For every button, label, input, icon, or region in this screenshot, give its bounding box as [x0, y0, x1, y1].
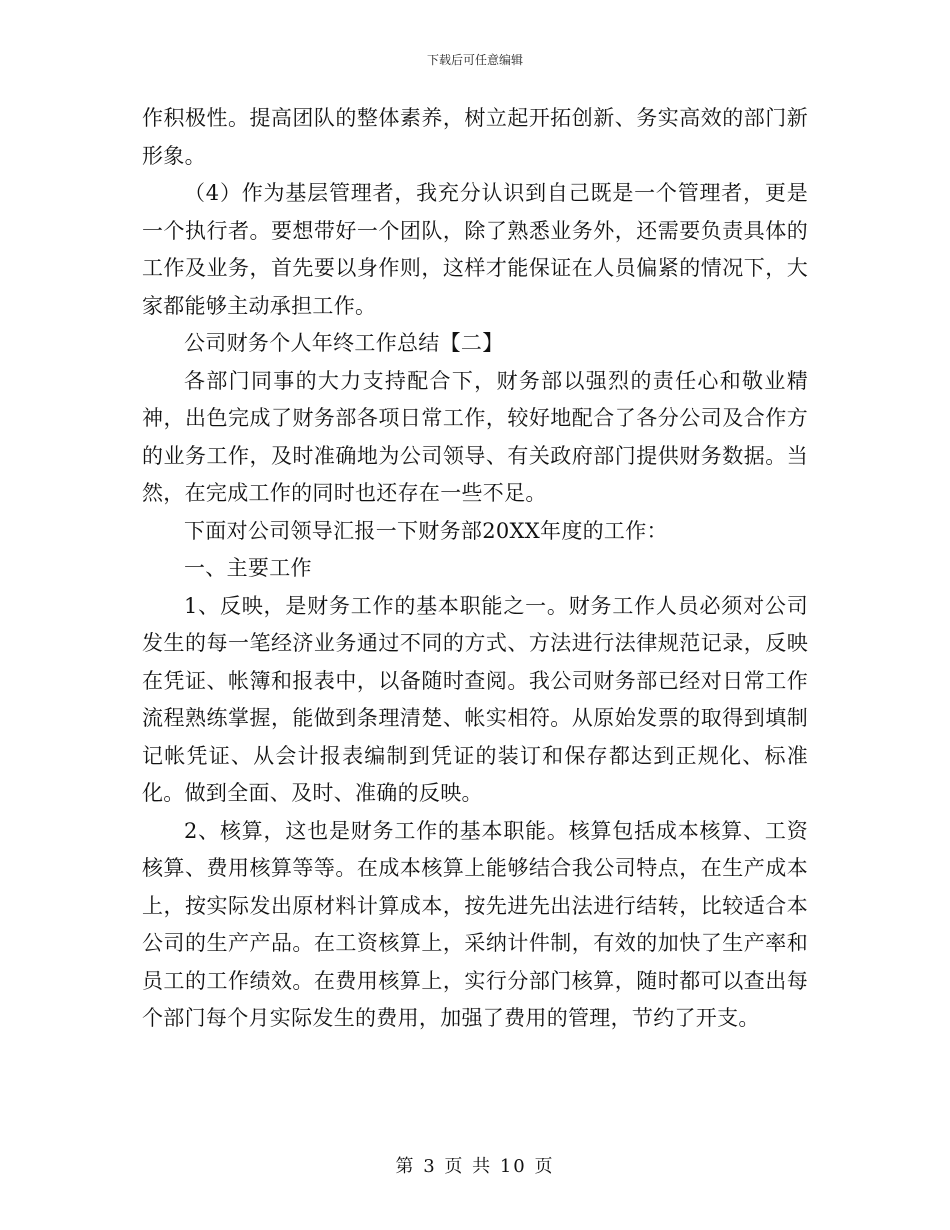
- paragraph-item-2: 2、核算，这也是财务工作的基本职能。核算包括成本核算、工资核算、费用核算等等。在成本核算上能够结合我公司特点，在生产成本上，按实际发出原材料计算成本，按先进先出法进行结转，比较适合本公司的生产产品。在工资核算上，采纳计件制，有效的加快了生产率和员工的工作绩效。在费用核算上，实行分部门核算，随时都可以查出每个部门每个月实际发生的费用，加强了费用的管理，节约了开支。: [142, 818, 808, 1030]
- page-number: 第 3 页 共 10 页: [395, 1156, 555, 1177]
- document-body: [142, 100, 808, 1038]
- page-header: 下载后可任意编辑: [426, 53, 523, 67]
- paragraph-point-4: （4）作为基层管理者，我充分认识到自己既是一个管理者，更是一个执行者。要想带好一个团队，除了熟悉业务外，还需要负责具体的工作及业务，首先要以身作则，这样才能保证在人员偏紧的情况下，大家都能够主动承担工作。: [142, 181, 808, 318]
- paragraph-report-lead: 下面对公司领导汇报一下财务部20XX年度的工作：: [184, 518, 668, 543]
- paragraph-intro: 各部门同事的大力支持配合下，财务部以强烈的责任心和敬业精神，出色完成了财务部各项日常工作，较好地配合了各分公司及合作方的业务工作，及时准确地为公司领导、有关政府部门提供财务数据。当然，在完成工作的同时也还存在一些不足。: [142, 368, 808, 505]
- section-heading-2: 公司财务个人年终工作总结【二】: [184, 331, 504, 355]
- subheading-main-work: 一、主要工作: [184, 556, 312, 580]
- paragraph-continuation: 作积极性。提高团队的整体素养，树立起开拓创新、务实高效的部门新形象。: [142, 106, 808, 168]
- paragraph-item-1: 1、反映，是财务工作的基本职能之一。财务工作人员必须对公司发生的每一笔经济业务通过不同的方式、方法进行法律规范记录，反映在凭证、帐簿和报表中，以备随时查阅。我公司财务部已经对日常工作流程熟练掌握，能做到条理清楚、帐实相符。从原始发票的取得到填制记帐凭证、从会计报表编制到凭证的装订和保存都达到正规化、标准化。做到全面、及时、准确的反映。: [142, 593, 808, 805]
